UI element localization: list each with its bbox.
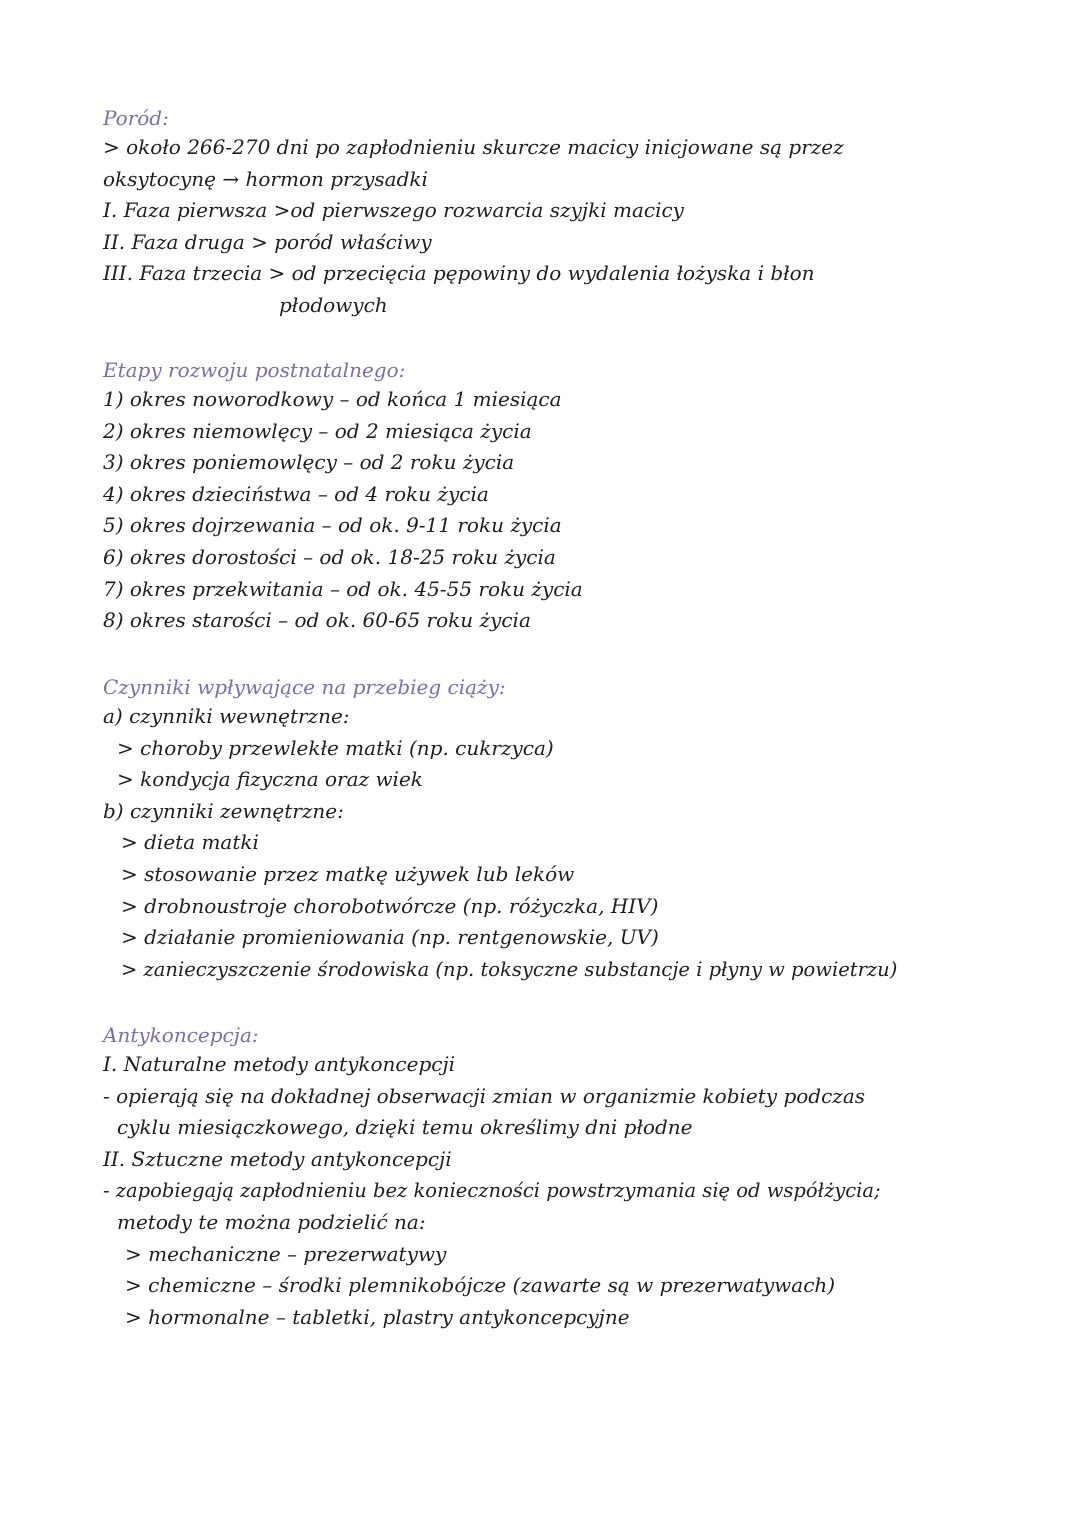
section-czynniki [103,673,1003,985]
text-line: metody te można podzielić na: [117,1209,426,1234]
section-porod [103,104,1003,322]
list-item: 8) okres starości – od ok. 60-65 roku życia [103,608,531,633]
list-item: > dieta matki [121,830,259,855]
section-etapy [103,356,1003,637]
list-item: 7) okres przekwitania – od ok. 45-55 roku życia [103,576,583,601]
text-line: > około 266-270 dni po zapłodnieniu skurcze macicy inicjowane są przez [103,135,844,159]
list-item: > zanieczyszczenie środowiska (np. toksyczne substancje i płyny w powietrzu) [121,957,898,981]
list-item: > drobnoustroje chorobotwórcze (np. różyczka, HIV) [121,893,659,918]
text-line: płodowych [279,292,388,317]
text-line: I. Faza pierwsza >od pierwszego rozwarcia szyjki macicy [103,198,684,223]
list-item: 5) okres dojrzewania – od ok. 9-11 roku życia [103,513,562,538]
list-item: a) czynniki wewnętrzne: [103,704,350,728]
list-item: > stosowanie przez matkę używek lub leków [121,861,575,886]
list-item: - opierają się na dokładnej obserwacji zmian w organizmie kobiety podczas [103,1083,866,1108]
list-item: > choroby przewlekłe matki (np. cukrzyca) [117,735,554,760]
section-antykoncepcja [103,1021,1003,1333]
list-item: > chemiczne – środki plemnikobójcze (zawarte są w prezerwatywach) [125,1273,836,1298]
list-item: 2) okres niemowlęcy – od 2 miesiąca życia [103,418,532,443]
text-line: cyklu miesiączkowego, dzięki temu określimy dni płodne [117,1115,693,1140]
text-line: oksytocynę → hormon przysadki [103,166,428,191]
list-item: b) czynniki zewnętrzne: [103,798,344,823]
text-line: III. Faza trzecia > od przecięcia pępowiny do wydalenia łożyska i błon [103,261,815,286]
list-item: II. Sztuczne metody antykoncepcji [103,1146,452,1171]
list-item: > mechaniczne – prezerwatywy [125,1241,447,1266]
list-item: > kondycja fizyczna oraz wiek [117,767,423,792]
list-item: > działanie promieniowania (np. rentgenowskie, UV) [121,925,659,950]
list-item: 6) okres dorostości – od ok. 18-25 roku życia [103,544,556,569]
section-heading-antykoncepcja: Antykoncepcja: [103,1023,259,1047]
section-heading-etapy: Etapy rozwoju postnatalnego: [103,358,406,382]
list-item: 4) okres dzieciństwa – od 4 roku życia [103,481,489,506]
list-item: 1) okres noworodkowy – od końca 1 miesiąca [103,387,562,411]
list-item: 3) okres poniemowlęcy – od 2 roku życia [103,450,515,475]
section-heading-czynniki: Czynniki wpływające na przebieg ciąży: [103,675,506,699]
text-line: II. Faza druga > poród właściwy [103,229,432,254]
list-item: > hormonalne – tabletki, plastry antykoncepcyjne [125,1304,630,1329]
list-item: - zapobiegają zapłodnieniu bez konieczności powstrzymania się od współżycia; [103,1179,881,1203]
list-item: I. Naturalne metody antykoncepcji [103,1052,456,1076]
section-heading-porod: Poród: [103,106,169,130]
